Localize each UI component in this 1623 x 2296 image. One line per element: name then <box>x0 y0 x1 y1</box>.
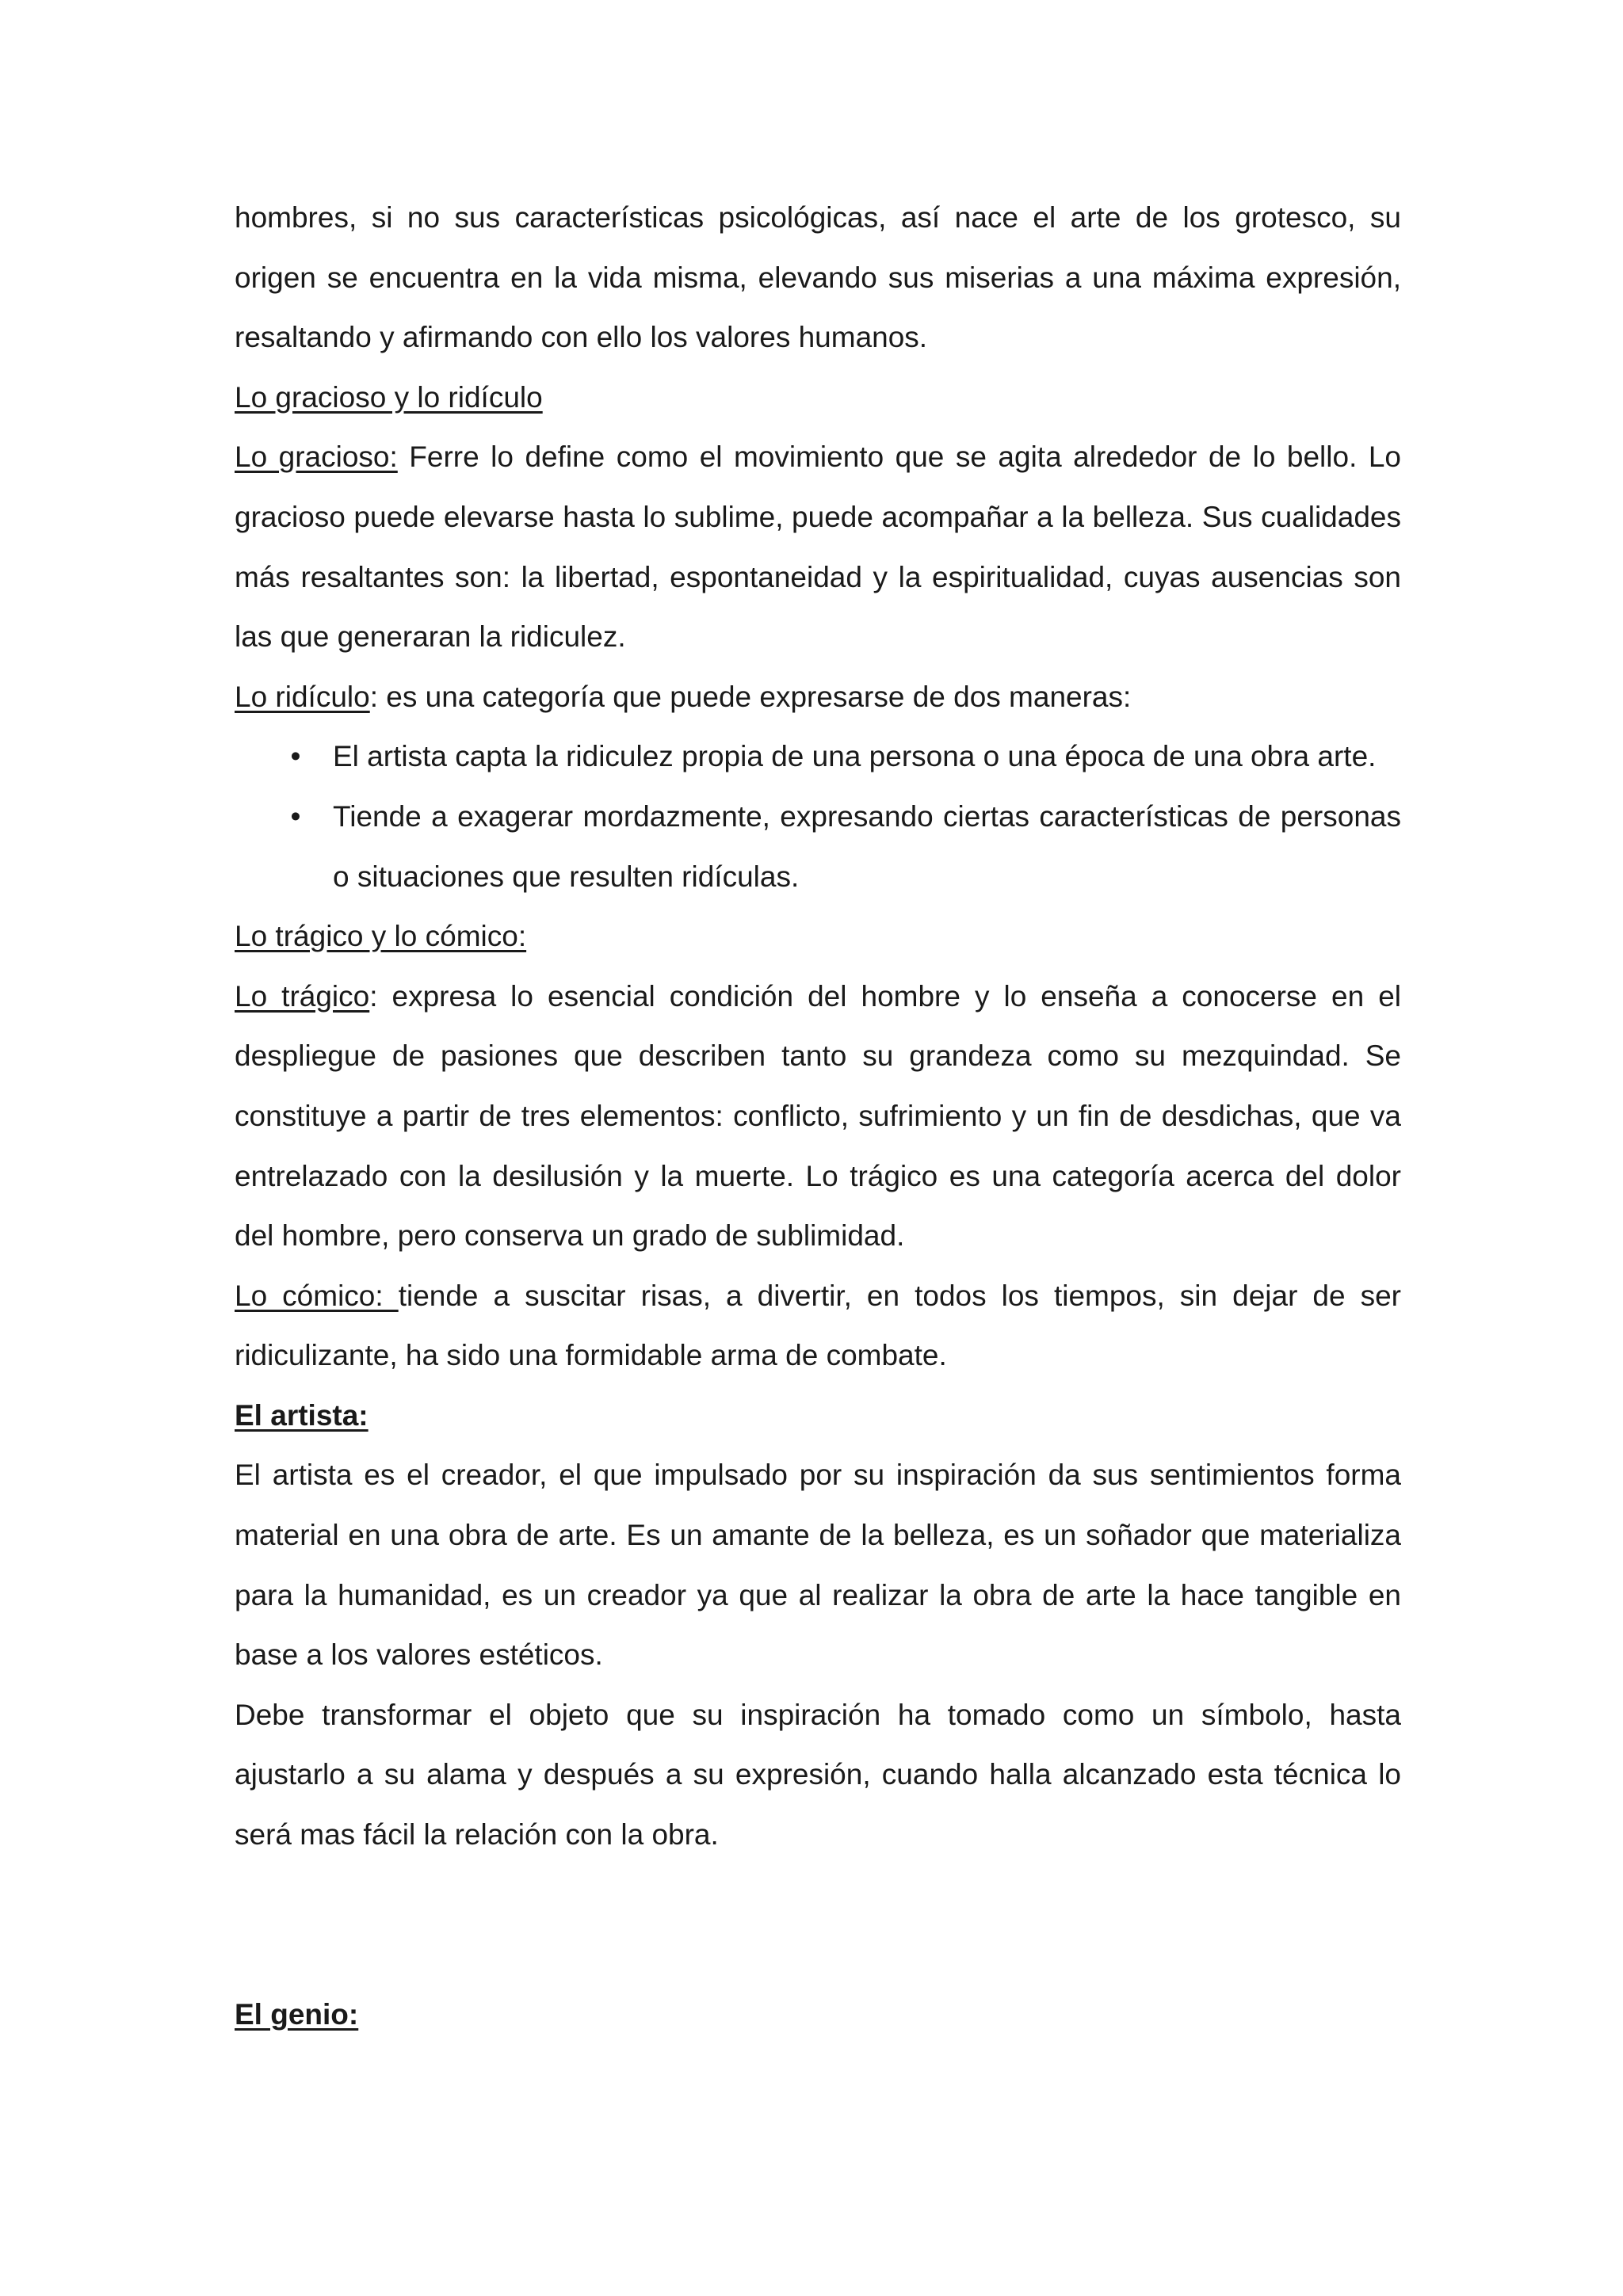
heading-artista <box>235 1386 1401 1446</box>
document-body <box>235 188 1401 2044</box>
heading-gracioso-ridiculo-text: Lo gracioso y lo ridículo <box>235 380 543 414</box>
list-item-text: Tiende a exagerar mordazmente, expresando ciertas características de personas o situaciones que resulten ridículas. <box>333 799 1401 893</box>
paragraph-artista-2: Debe transformar el objeto que su inspiración ha tomado como un símbolo, hasta ajustarlo a su alama y después a su expresión, cuando halla alcanzado esta técnica lo será mas fácil la relación con la obra. <box>235 1698 1401 1852</box>
heading-tragico-comico <box>235 906 1401 967</box>
paragraph-comico <box>235 1266 1401 1386</box>
heading-genio <box>235 1985 1401 2045</box>
list-item-text: El artista capta la ridiculez propia de una persona o una época de una obra arte. <box>333 740 1377 773</box>
text-tragico: : expresa lo esencial condición del hombre y lo enseña a conocerse en el despliegue de pasiones que describen tanto su grandeza como su mezquindad. Se constituye a partir de tres elementos: conflicto, sufrimiento y un fin de desdichas, que va entrelazado con la desilusión y la muerte. Lo trágico es una categoría acerca del dolor del hombre, pero conserva un grado de sublimidad. <box>235 979 1401 1253</box>
list-item <box>235 727 1401 787</box>
bullet-list-ridiculo <box>235 727 1401 906</box>
paragraph-tragico <box>235 967 1401 1266</box>
paragraph-grotesco: hombres, si no sus características psicológicas, así nace el arte de los grotesco, su origen se encuentra en la vida misma, elevando sus miserias a una máxima expresión, resaltando y afirmando con ello los valores humanos. <box>235 201 1401 354</box>
term-tragico: Lo trágico <box>235 979 370 1013</box>
paragraph-artista-1: El artista es el creador, el que impulsado por su inspiración da sus sentimientos forma material en una obra de arte. Es un amante de la belleza, es un soñador que materializa para la humanidad, es un creador ya que al realizar la obra de arte la hace tangible en base a los valores estéticos. <box>235 1459 1401 1672</box>
heading-artista-text: El artista: <box>235 1398 369 1432</box>
text-gracioso: Ferre lo define como el movimiento que se agita alrededor de lo bello. Lo gracioso puede elevarse hasta lo sublime, puede acompañar a la belleza. Sus cualidades más resaltantes son: la libertad, espontaneidad y la espiritualidad, cuyas ausencias son las que generaran la ridiculez. <box>235 441 1401 654</box>
term-ridiculo: Lo ridículo <box>235 680 370 713</box>
text-comico: tiende a suscitar risas, a divertir, en todos los tiempos, sin dejar de ser ridiculizante, ha sido una formidable arma de combate. <box>235 1279 1401 1372</box>
bullet-icon: • <box>290 799 301 833</box>
text-ridiculo: : es una categoría que puede expresarse de dos maneras: <box>369 680 1132 713</box>
list-item <box>235 787 1401 906</box>
term-gracioso: Lo gracioso: <box>235 441 398 474</box>
heading-genio-text: El genio: <box>235 1997 359 2031</box>
paragraph-gracioso <box>235 427 1401 666</box>
heading-gracioso-ridiculo <box>235 368 1401 428</box>
blank-space <box>235 1865 1401 1985</box>
paragraph-ridiculo <box>235 667 1401 727</box>
term-comico: Lo cómico: <box>235 1279 399 1312</box>
heading-tragico-comico-text: Lo trágico y lo cómico: <box>235 920 527 953</box>
bullet-icon: • <box>290 740 301 773</box>
